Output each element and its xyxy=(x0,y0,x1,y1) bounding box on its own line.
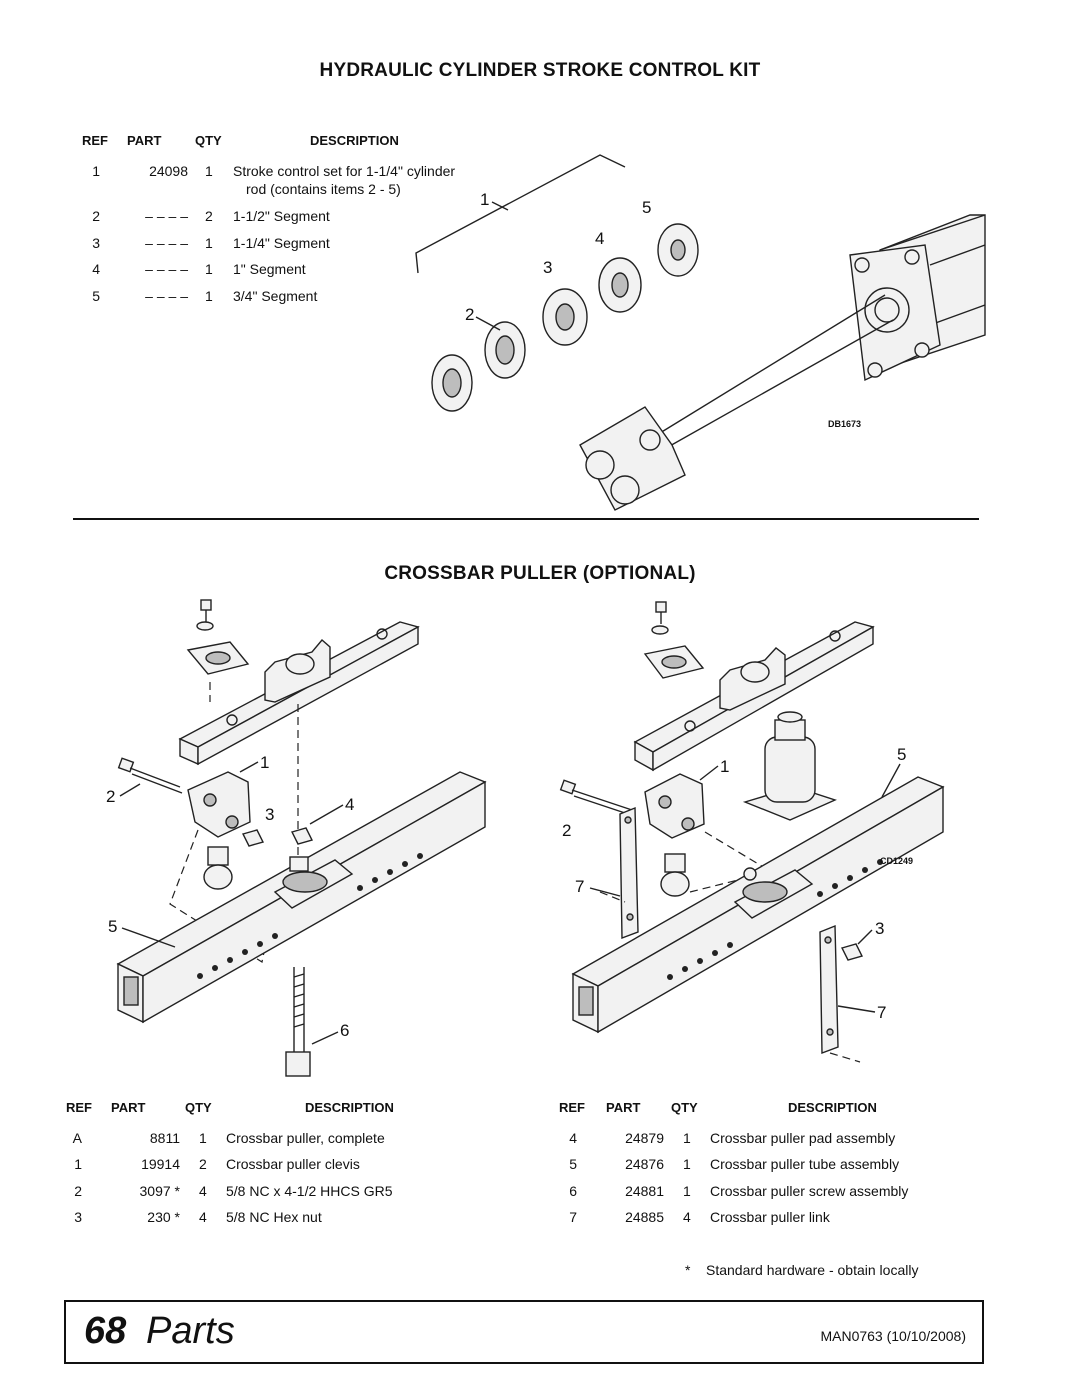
puller-right-row-qty: 4 xyxy=(683,1209,691,1225)
kit-callout-4: 4 xyxy=(595,229,605,248)
puller-right-row-qty: 1 xyxy=(683,1156,691,1172)
kit-callout-2: 2 xyxy=(465,305,475,324)
kit-row-qty: 1 xyxy=(205,235,213,251)
kit-header-part: PART xyxy=(127,133,162,148)
kit-row-qty: 1 xyxy=(205,288,213,304)
kit-row-ref: 4 xyxy=(92,261,100,277)
puller-left-row-ref: 2 xyxy=(74,1183,82,1199)
kit-row-part: – – – – xyxy=(145,235,188,251)
puller-right-callout-3: 3 xyxy=(875,919,885,938)
puller-left-header-part: PART xyxy=(111,1100,146,1115)
puller-left-row-part: 8811 xyxy=(149,1130,180,1146)
puller-right-row-part: 24879 xyxy=(625,1130,664,1146)
kit-row-ref: 1 xyxy=(92,163,100,179)
kit-row-ref: 2 xyxy=(92,208,100,224)
section-name: Parts xyxy=(146,1310,235,1352)
puller-left-row-desc: Crossbar puller clevis xyxy=(226,1156,360,1172)
puller-left-row-ref: A xyxy=(72,1130,82,1146)
kit-row-desc: 1-1/2" Segment xyxy=(233,208,330,224)
kit-header-ref: REF xyxy=(82,133,108,148)
puller-right-callout-7b: 7 xyxy=(877,1003,887,1022)
puller-right-row-part: 24885 xyxy=(625,1209,664,1225)
puller-figure-code: CD1249 xyxy=(880,856,914,866)
puller-left-callout-5: 5 xyxy=(108,917,118,936)
puller-right-row-ref: 4 xyxy=(569,1130,577,1146)
puller-right-row-ref: 5 xyxy=(569,1156,577,1172)
puller-left-row-qty: 1 xyxy=(199,1130,207,1146)
puller-left-callout-3: 3 xyxy=(265,805,275,824)
puller-right-row-qty: 1 xyxy=(683,1130,691,1146)
kit-row-ref: 3 xyxy=(92,235,100,251)
segment-4 xyxy=(599,258,641,312)
puller-left-callout-6: 6 xyxy=(340,1021,350,1040)
kit-row-ref: 5 xyxy=(92,288,100,304)
puller-left-callout-1: 1 xyxy=(260,753,270,772)
puller-left-row-qty: 4 xyxy=(199,1209,207,1225)
kit-row-desc: 1" Segment xyxy=(233,261,306,277)
puller-right-row-desc: Crossbar puller link xyxy=(710,1209,830,1225)
document-id: MAN0763 (10/10/2008) xyxy=(820,1328,966,1344)
puller-left-header-ref: REF xyxy=(66,1100,92,1115)
puller-right-row-ref: 7 xyxy=(569,1209,577,1225)
kit-row-qty: 1 xyxy=(205,163,213,179)
puller-right-row-part: 24876 xyxy=(625,1156,664,1172)
kit-header-qty: QTY xyxy=(195,133,222,148)
kit-callout-3: 3 xyxy=(543,258,553,277)
puller-left-row-ref: 1 xyxy=(74,1156,82,1172)
puller-right-callout-2: 2 xyxy=(562,821,572,840)
puller-left-row-part: 230 * xyxy=(147,1209,180,1225)
kit-row-part: 24098 xyxy=(149,163,188,179)
puller-left-row-desc: 5/8 NC Hex nut xyxy=(226,1209,322,1225)
puller-left-callout-4: 4 xyxy=(345,795,355,814)
kit-row-part: – – – – xyxy=(145,288,188,304)
puller-right-row-qty: 1 xyxy=(683,1183,691,1199)
kit-row-desc-line2: rod (contains items 2 - 5) xyxy=(246,181,401,197)
kit-callout-1: 1 xyxy=(480,190,490,209)
puller-left-row-part: 3097 * xyxy=(139,1183,180,1199)
puller-right-callout-7a: 7 xyxy=(575,877,585,896)
kit-row-desc: Stroke control set for 1-1/4" cylinder xyxy=(233,163,456,179)
section-divider xyxy=(73,518,979,520)
crossbar-puller-illustration xyxy=(100,592,980,1082)
kit-header-description: DESCRIPTION xyxy=(310,133,399,148)
kit-row-part: – – – – xyxy=(145,261,188,277)
kit-figure-code: DB1673 xyxy=(828,419,862,429)
standard-hardware-note: * Standard hardware - obtain locally xyxy=(685,1262,919,1278)
puller-left-row-qty: 4 xyxy=(199,1183,207,1199)
puller-left-row-qty: 2 xyxy=(199,1156,207,1172)
puller-right-header-part: PART xyxy=(606,1100,641,1115)
page-footer xyxy=(64,1300,984,1364)
right-assembly xyxy=(561,602,943,1062)
puller-right-row-part: 24881 xyxy=(625,1183,664,1199)
puller-left-header-qty: QTY xyxy=(185,1100,212,1115)
kit-row-desc: 1-1/4" Segment xyxy=(233,235,330,251)
stroke-control-kit-illustration xyxy=(410,145,990,525)
segment-2-right xyxy=(485,322,525,378)
puller-right-header-ref: REF xyxy=(559,1100,585,1115)
puller-left-header-description: DESCRIPTION xyxy=(305,1100,394,1115)
kit-row-qty: 2 xyxy=(205,208,213,224)
puller-right-callout-5: 5 xyxy=(897,745,907,764)
puller-left-row-ref: 3 xyxy=(74,1209,82,1225)
puller-title: CROSSBAR PULLER (OPTIONAL) xyxy=(384,563,696,584)
puller-left-row-part: 19914 xyxy=(141,1156,180,1172)
segment-5 xyxy=(658,224,698,276)
kit-title: HYDRAULIC CYLINDER STROKE CONTROL KIT xyxy=(319,60,761,81)
kit-callout-5: 5 xyxy=(642,198,652,217)
puller-left-row-desc: Crossbar puller, complete xyxy=(226,1130,385,1146)
puller-right-row-desc: Crossbar puller pad assembly xyxy=(710,1130,896,1146)
puller-right-header-description: DESCRIPTION xyxy=(788,1100,877,1115)
puller-right-callout-1: 1 xyxy=(720,757,730,776)
kit-row-qty: 1 xyxy=(205,261,213,277)
kit-row-desc: 3/4" Segment xyxy=(233,288,318,304)
puller-right-row-ref: 6 xyxy=(569,1183,577,1199)
segment-3 xyxy=(543,289,587,345)
puller-right-row-desc: Crossbar puller tube assembly xyxy=(710,1156,900,1172)
segment-2-left xyxy=(432,355,472,411)
left-assembly xyxy=(106,600,485,1076)
puller-left-callout-2: 2 xyxy=(106,787,116,806)
puller-right-row-desc: Crossbar puller screw assembly xyxy=(710,1183,909,1199)
puller-left-row-desc: 5/8 NC x 4-1/2 HHCS GR5 xyxy=(226,1183,393,1199)
page-number: 68 xyxy=(84,1310,127,1352)
puller-right-header-qty: QTY xyxy=(671,1100,698,1115)
kit-row-part: – – – – xyxy=(145,208,188,224)
